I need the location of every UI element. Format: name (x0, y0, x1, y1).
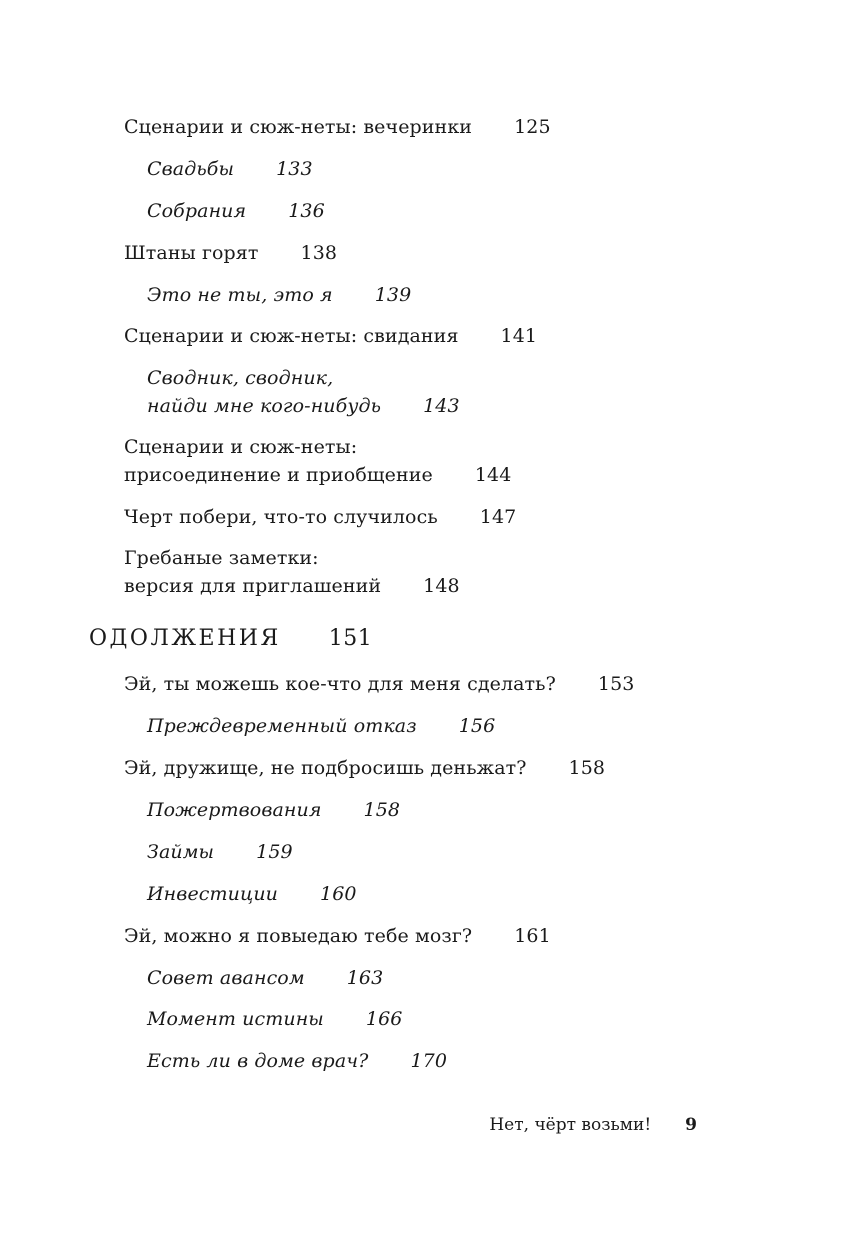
toc-subentry (147, 364, 333, 392)
toc-subentry (147, 880, 357, 908)
toc-entry-title: Совет авансом (147, 967, 305, 989)
toc-subentry (147, 796, 400, 824)
toc-entry-page: 160 (320, 883, 357, 905)
toc-entry (124, 922, 551, 950)
toc-entry (124, 322, 537, 350)
toc-entry-title: Эй, дружище, не подбросишь деньжат? (124, 757, 527, 779)
toc-entry-page: 163 (346, 967, 384, 989)
toc-entry (124, 503, 516, 531)
toc-entry-page: 125 (514, 116, 551, 138)
toc-entry-page: 143 (423, 395, 460, 417)
footer-page-number: 9 (685, 1115, 697, 1135)
toc-entry-page: 144 (474, 464, 512, 486)
toc-entry-title: версия для приглашений (124, 575, 382, 597)
toc-entry-page: 161 (514, 925, 551, 947)
toc-entry-title: Собрания (147, 200, 247, 222)
toc-entry-page: 138 (300, 242, 338, 264)
toc-entry-title: Момент истины (147, 1008, 324, 1030)
toc-entry-page: 159 (256, 841, 293, 863)
toc-entry-title: Сценарии и сюж-неты: свидания (124, 325, 459, 347)
toc-entry-title: Это не ты, это я (147, 284, 333, 306)
toc-entry-title: Пожертвования (147, 799, 322, 821)
toc-entry-page: 170 (410, 1050, 448, 1072)
toc-entry-title: Гребаные заметки: (124, 547, 319, 569)
toc-entry-page: 153 (597, 673, 635, 695)
footer-book-title: Нет, чёрт возьми! (489, 1115, 652, 1135)
toc-entry (124, 239, 337, 267)
toc-entry-page: 156 (458, 715, 496, 737)
toc-entry-title: найди мне кого-нибудь (147, 395, 382, 417)
toc-entry-title: Есть ли в доме врач? (147, 1050, 369, 1072)
toc-entry-title: Штаны горят (124, 242, 259, 264)
toc-entry-title: Эй, ты можешь кое-что для меня сделать? (124, 673, 556, 695)
section-title: ОДОЛЖЕНИЯ (89, 626, 281, 651)
toc-entry-page: 147 (479, 506, 517, 528)
toc-subentry (147, 155, 313, 183)
toc-entry-title: Эй, можно я повыедаю тебе мозг? (124, 925, 473, 947)
toc-entry-page: 139 (374, 284, 412, 306)
section-page: 151 (328, 626, 373, 651)
page-footer (0, 1112, 697, 1138)
toc-subentry (147, 281, 411, 309)
toc-entry-page: 166 (365, 1008, 403, 1030)
toc-entry-title: Инвестиции (147, 883, 279, 905)
toc-entry (124, 113, 551, 141)
toc-entry (124, 433, 357, 461)
toc-subentry (147, 1005, 402, 1033)
toc-subentry (147, 197, 325, 225)
toc-entry-page: 133 (276, 158, 313, 180)
section-heading (89, 624, 372, 654)
toc-entry (124, 461, 511, 489)
toc-entry (124, 754, 605, 782)
toc-entry-title: Свадьбы (147, 158, 235, 180)
toc-entry-page: 158 (568, 757, 606, 779)
toc-entry-title: присоединение и приобщение (124, 464, 433, 486)
toc-entry-title: Черт побери, что-то случилось (124, 506, 438, 528)
toc-subentry (147, 1047, 447, 1075)
toc-entry-title: Займы (147, 841, 215, 863)
toc-entry-page: 141 (500, 325, 538, 347)
toc-subentry (147, 838, 293, 866)
toc-entry-title: Преждевременный отказ (147, 715, 417, 737)
toc-entry-page: 148 (423, 575, 460, 597)
toc-entry-title: Сценарии и сюж-неты: (124, 436, 358, 458)
toc-entry-title: Сводник, сводник, (147, 367, 334, 389)
toc-entry-page: 158 (363, 799, 401, 821)
toc-entry (124, 544, 319, 572)
toc-subentry (147, 712, 495, 740)
toc-subentry (147, 392, 460, 420)
toc-entry (124, 670, 634, 698)
toc-entry-page: 136 (288, 200, 325, 222)
toc-entry-title: Сценарии и сюж-неты: вечеринки (124, 116, 473, 138)
toc-entry (124, 572, 460, 600)
toc-subentry (147, 964, 383, 992)
